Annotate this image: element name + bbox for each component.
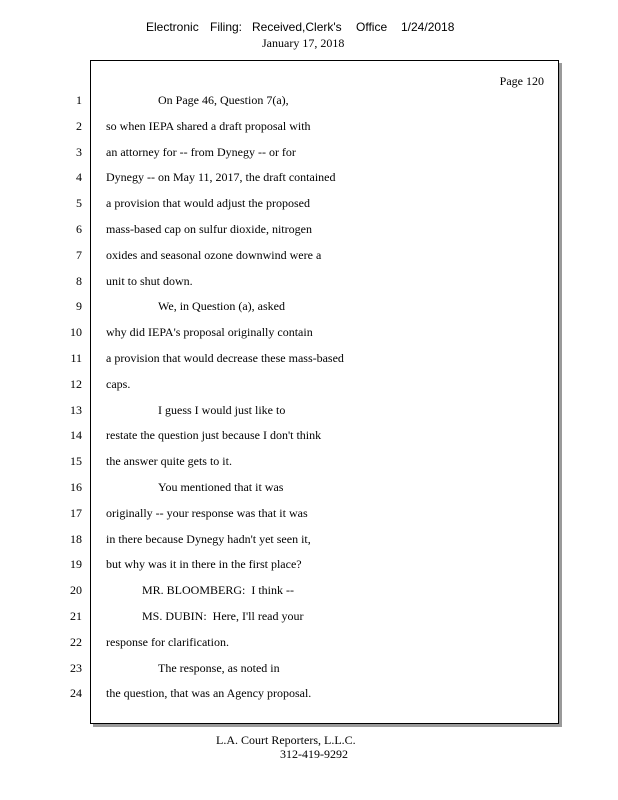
stamp-filed-date: 1/24/2018 — [401, 20, 455, 34]
speaker-line: MR. BLOOMBERG: I think -- — [142, 583, 295, 598]
electronic-filing-stamp — [146, 20, 454, 34]
line-number: 14 — [70, 428, 82, 443]
transcript-line: but why was it in there in the first place? — [106, 557, 302, 572]
line-number: 1 — [76, 93, 82, 107]
line-number: 16 — [70, 479, 82, 494]
stamp-filing: Filing: — [210, 20, 243, 34]
reporter-company: L.A. Court Reporters, L.L.C. — [216, 733, 356, 747]
transcript-line: the answer quite gets to it. — [106, 454, 232, 469]
transcript-line: response for clarification. — [106, 634, 229, 649]
transcript-line: mass-based cap on sulfur dioxide, nitrogen — [106, 221, 312, 236]
line-number: 19 — [70, 557, 82, 572]
transcript-line: why did IEPA's proposal originally contain — [106, 325, 313, 340]
transcript-line: We, in Question (a), asked — [158, 299, 285, 314]
speaker-line: MS. DUBIN: Here, I'll read your — [142, 608, 304, 623]
line-number: 21 — [70, 608, 82, 623]
line-number: 5 — [76, 196, 82, 211]
line-number: 10 — [70, 325, 82, 340]
line-number: 11 — [70, 350, 82, 365]
line-number: 15 — [70, 454, 82, 469]
transcript-line: restate the question just because I don't think — [106, 428, 322, 443]
transcript-line: in there because Dynegy hadn't yet seen it, — [106, 531, 311, 546]
line-number: 8 — [76, 273, 82, 288]
transcript-line: unit to shut down. — [106, 273, 193, 288]
transcript-date: January 17, 2018 — [262, 36, 345, 50]
stamp-office: Office — [356, 20, 388, 34]
line-number: 2 — [76, 118, 82, 133]
line-number: 3 — [76, 144, 82, 159]
line-number: 23 — [70, 660, 82, 675]
line-number: 9 — [76, 299, 82, 314]
transcript-lines — [106, 90, 546, 709]
transcript-line: On Page 46, Question 7(a), — [158, 93, 289, 107]
transcript-line: You mentioned that it was — [158, 479, 284, 494]
reporter-phone: 312-419-9292 — [280, 747, 348, 761]
transcript-line: an attorney for -- from Dynegy -- or for — [106, 144, 296, 159]
transcript-line: a provision that would decrease these mass-based — [106, 350, 344, 365]
line-number: 7 — [76, 247, 82, 262]
transcript-line: oxides and seasonal ozone downwind were a — [106, 247, 322, 262]
transcript-line: I guess I would just like to — [158, 402, 286, 417]
line-number: 6 — [76, 221, 82, 236]
transcript-line: so when IEPA shared a draft proposal with — [106, 118, 311, 133]
line-number: 24 — [70, 686, 82, 701]
stamp-electronic: Electronic — [146, 20, 199, 34]
line-number: 13 — [70, 402, 82, 417]
transcript-line: originally -- your response was that it was — [106, 505, 308, 520]
transcript-line: caps. — [106, 376, 131, 391]
page-number: Page 120 — [499, 74, 544, 88]
line-number: 18 — [70, 531, 82, 546]
line-number-column — [52, 90, 82, 709]
line-number: 4 — [76, 170, 82, 185]
transcript-line: the question, that was an Agency proposal. — [106, 686, 312, 701]
transcript-line: Dynegy -- on May 11, 2017, the draft contained — [106, 170, 336, 185]
line-number: 12 — [70, 376, 82, 391]
line-number: 17 — [70, 505, 82, 520]
transcript-line: a provision that would adjust the proposed — [106, 196, 310, 211]
line-number: 22 — [70, 634, 82, 649]
line-number: 20 — [70, 583, 82, 598]
stamp-received: Received,Clerk's — [252, 20, 342, 34]
transcript-line: The response, as noted in — [158, 660, 280, 675]
